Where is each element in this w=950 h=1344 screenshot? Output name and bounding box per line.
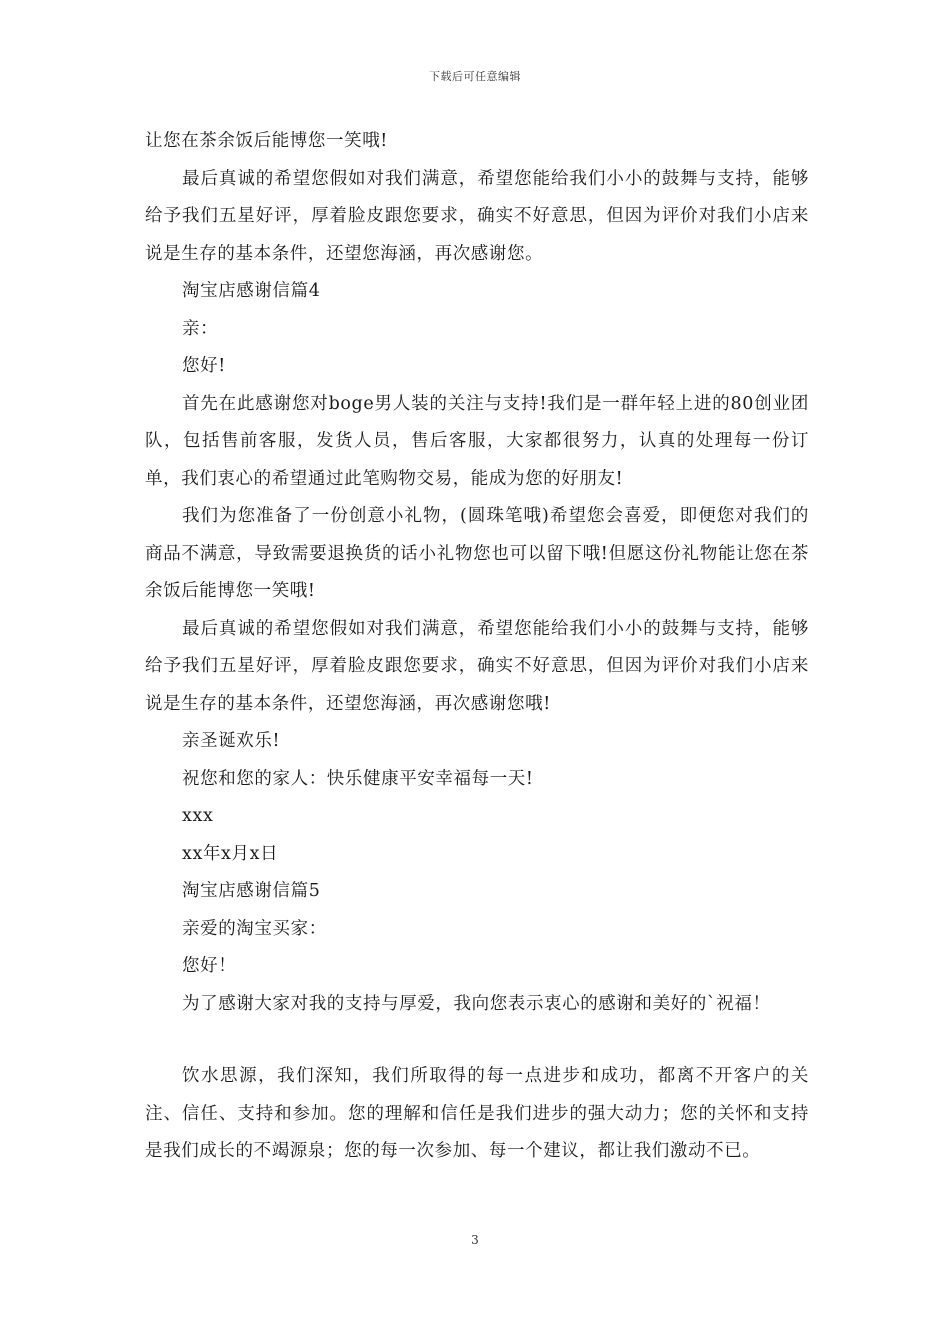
closing-line: 祝您和您的家人：快乐健康平安幸福每一天! [182,768,534,789]
paragraph: 最后真诚的希望您假如对我们满意，希望您能给我们小小的鼓舞与支持，能够给予我们五星好评，厚着脸皮跟您要求，确实不好意思，但因为评价对我们小店来说是生存的基本条件，还望您海涵，再次感谢您。 [145,168,809,264]
document-body [145,123,809,1171]
section-heading: 淘宝店感谢信篇4 [182,281,321,301]
paragraph: 饮水思源，我们深知，我们所取得的每一点进步和成功，都离不开客户的关注、信任、支持和参加。您的理解和信任是我们进步的强大动力；您的关怀和支持是我们成长的不竭源泉；您的每一次参加、每一个建议，都让我们激动不已。 [145,1066,809,1161]
blank-line [145,1023,809,1058]
date-line: xx年x月x日 [182,843,279,864]
paragraph: 为了感谢大家对我的支持与厚爱，我向您表示衷心的感谢和美好的`祝福！ [182,993,771,1014]
greeting: 您好! [182,356,226,376]
salutation: 亲： [182,318,219,339]
paragraph: 最后真诚的希望您假如对我们满意，希望您能给我们小小的鼓舞与支持，能够给予我们五星好评，厚着脸皮跟您要求，确实不好意思，但因为评价对我们小店来说是生存的基本条件，还望您海涵，再次感谢您哦! [145,618,809,714]
signature: xxx [182,806,214,826]
closing-line: 亲圣诞欢乐! [182,731,281,751]
page-number: 3 [471,1233,479,1247]
greeting: 您好！ [182,956,237,976]
paragraph: 我们为您准备了一份创意小礼物，(圆珠笔哦)希望您会喜爱，即便您对我们的商品不满意，导致需要退换货的话小礼物您也可以留下哦!但愿这份礼物能让您在茶余饭后能博您一笑哦! [145,506,809,601]
paragraph: 首先在此感谢您对boge男人装的关注与支持!我们是一群年轻上进的80创业团队，包括售前客服，发货人员，售后客服，大家都很努力，认真的处理每一份订单，我们衷心的希望通过此笔购物交易，能成为您的好朋友! [145,393,809,489]
page-header: 下载后可任意编辑 [429,70,521,83]
salutation: 亲爱的淘宝买家： [182,918,327,939]
paragraph: 让您在茶余饭后能博您一笑哦! [145,131,388,151]
section-heading: 淘宝店感谢信篇5 [182,881,321,901]
